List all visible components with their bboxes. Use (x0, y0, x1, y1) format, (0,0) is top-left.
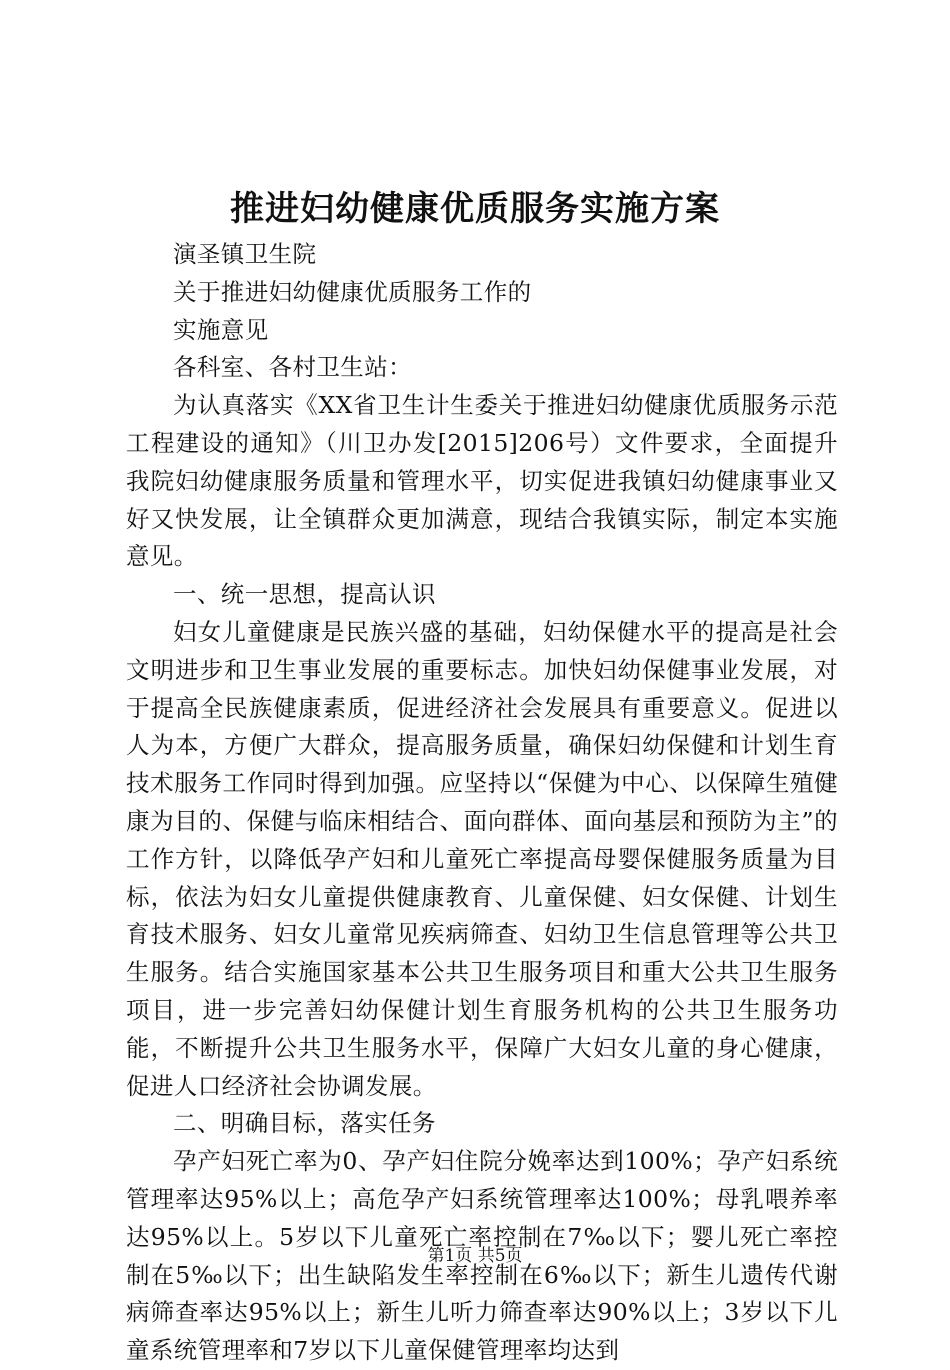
section-1-paragraph: 妇女儿童健康是民族兴盛的基础，妇幼保健水平的提高是社会文明进步和卫生事业发展的重要标志。加快妇幼保健事业发展，对于提高全民族健康素质，促进经济社会发展具有重要意义。促进以人为本，方便广大群众，提高服务质量，确保妇幼保健和计划生育技术服务工作同时得到加强。应坚持以“保健为中心、以保障生殖健康为目的、保健与临床相结合、面向群体、面向基层和预防为主”的工作方针，以降低孕产妇和儿童死亡率提高母婴保健服务质量为目标，依法为妇女儿童提供健康教育、儿童保健、妇女保健、计划生育技术服务、妇女儿童常见疾病筛查、妇幼卫生信息管理等公共卫生服务。结合实施国家基本公共卫生服务项目和重大公共卫生服务项目，进一步完善妇幼保健计划生育服务机构的公共卫生服务功能，不断提升公共卫生服务水平，保障广大妇女儿童的身心健康，促进人口经济社会协调发展。 (126, 617, 838, 1100)
subject-line-2: 实施意见 (173, 315, 269, 344)
page-footer: 第1页 共5页 (427, 1246, 523, 1266)
subject-line-1: 关于推进妇幼健康优质服务工作的 (173, 277, 532, 306)
section-heading-2: 二、明确目标，落实任务 (173, 1109, 436, 1138)
document-title: 推进妇幼健康优质服务实施方案 (230, 189, 720, 229)
intro-paragraph: 为认真落实《XX省卫生计生委关于推进妇幼健康优质服务示范工程建设的通知》（川卫办发[2015]206号）文件要求，全面提升我院妇幼健康服务质量和管理水平，切实促进我镇妇幼健康事业又好又快发展，让全镇群众更加满意，现结合我镇实际，制定本实施意见。 (126, 391, 838, 571)
section-2-paragraph: 孕产妇死亡率为0、孕产妇住院分娩率达到100%；孕产妇系统管理率达95%以上；高危孕产妇系统管理率达100%；母乳喂养率达95%以上。5岁以下儿童死亡率控制在7‰以下；婴儿死亡率控制在5‰以下；出生缺陷发生率控制在6‰以下；新生儿遗传代谢病筛查率达95%以上；新生儿听力筛查率达90%以上；3岁以下儿童系统管理率和7岁以下儿童保健管理率均达到 (126, 1147, 838, 1365)
section-heading-1: 一、统一思想，提高认识 (173, 580, 436, 609)
salutation: 各科室、各村卫生站： (173, 353, 412, 382)
issuer-name: 演圣镇卫生院 (173, 240, 317, 268)
document-body (126, 236, 838, 1370)
